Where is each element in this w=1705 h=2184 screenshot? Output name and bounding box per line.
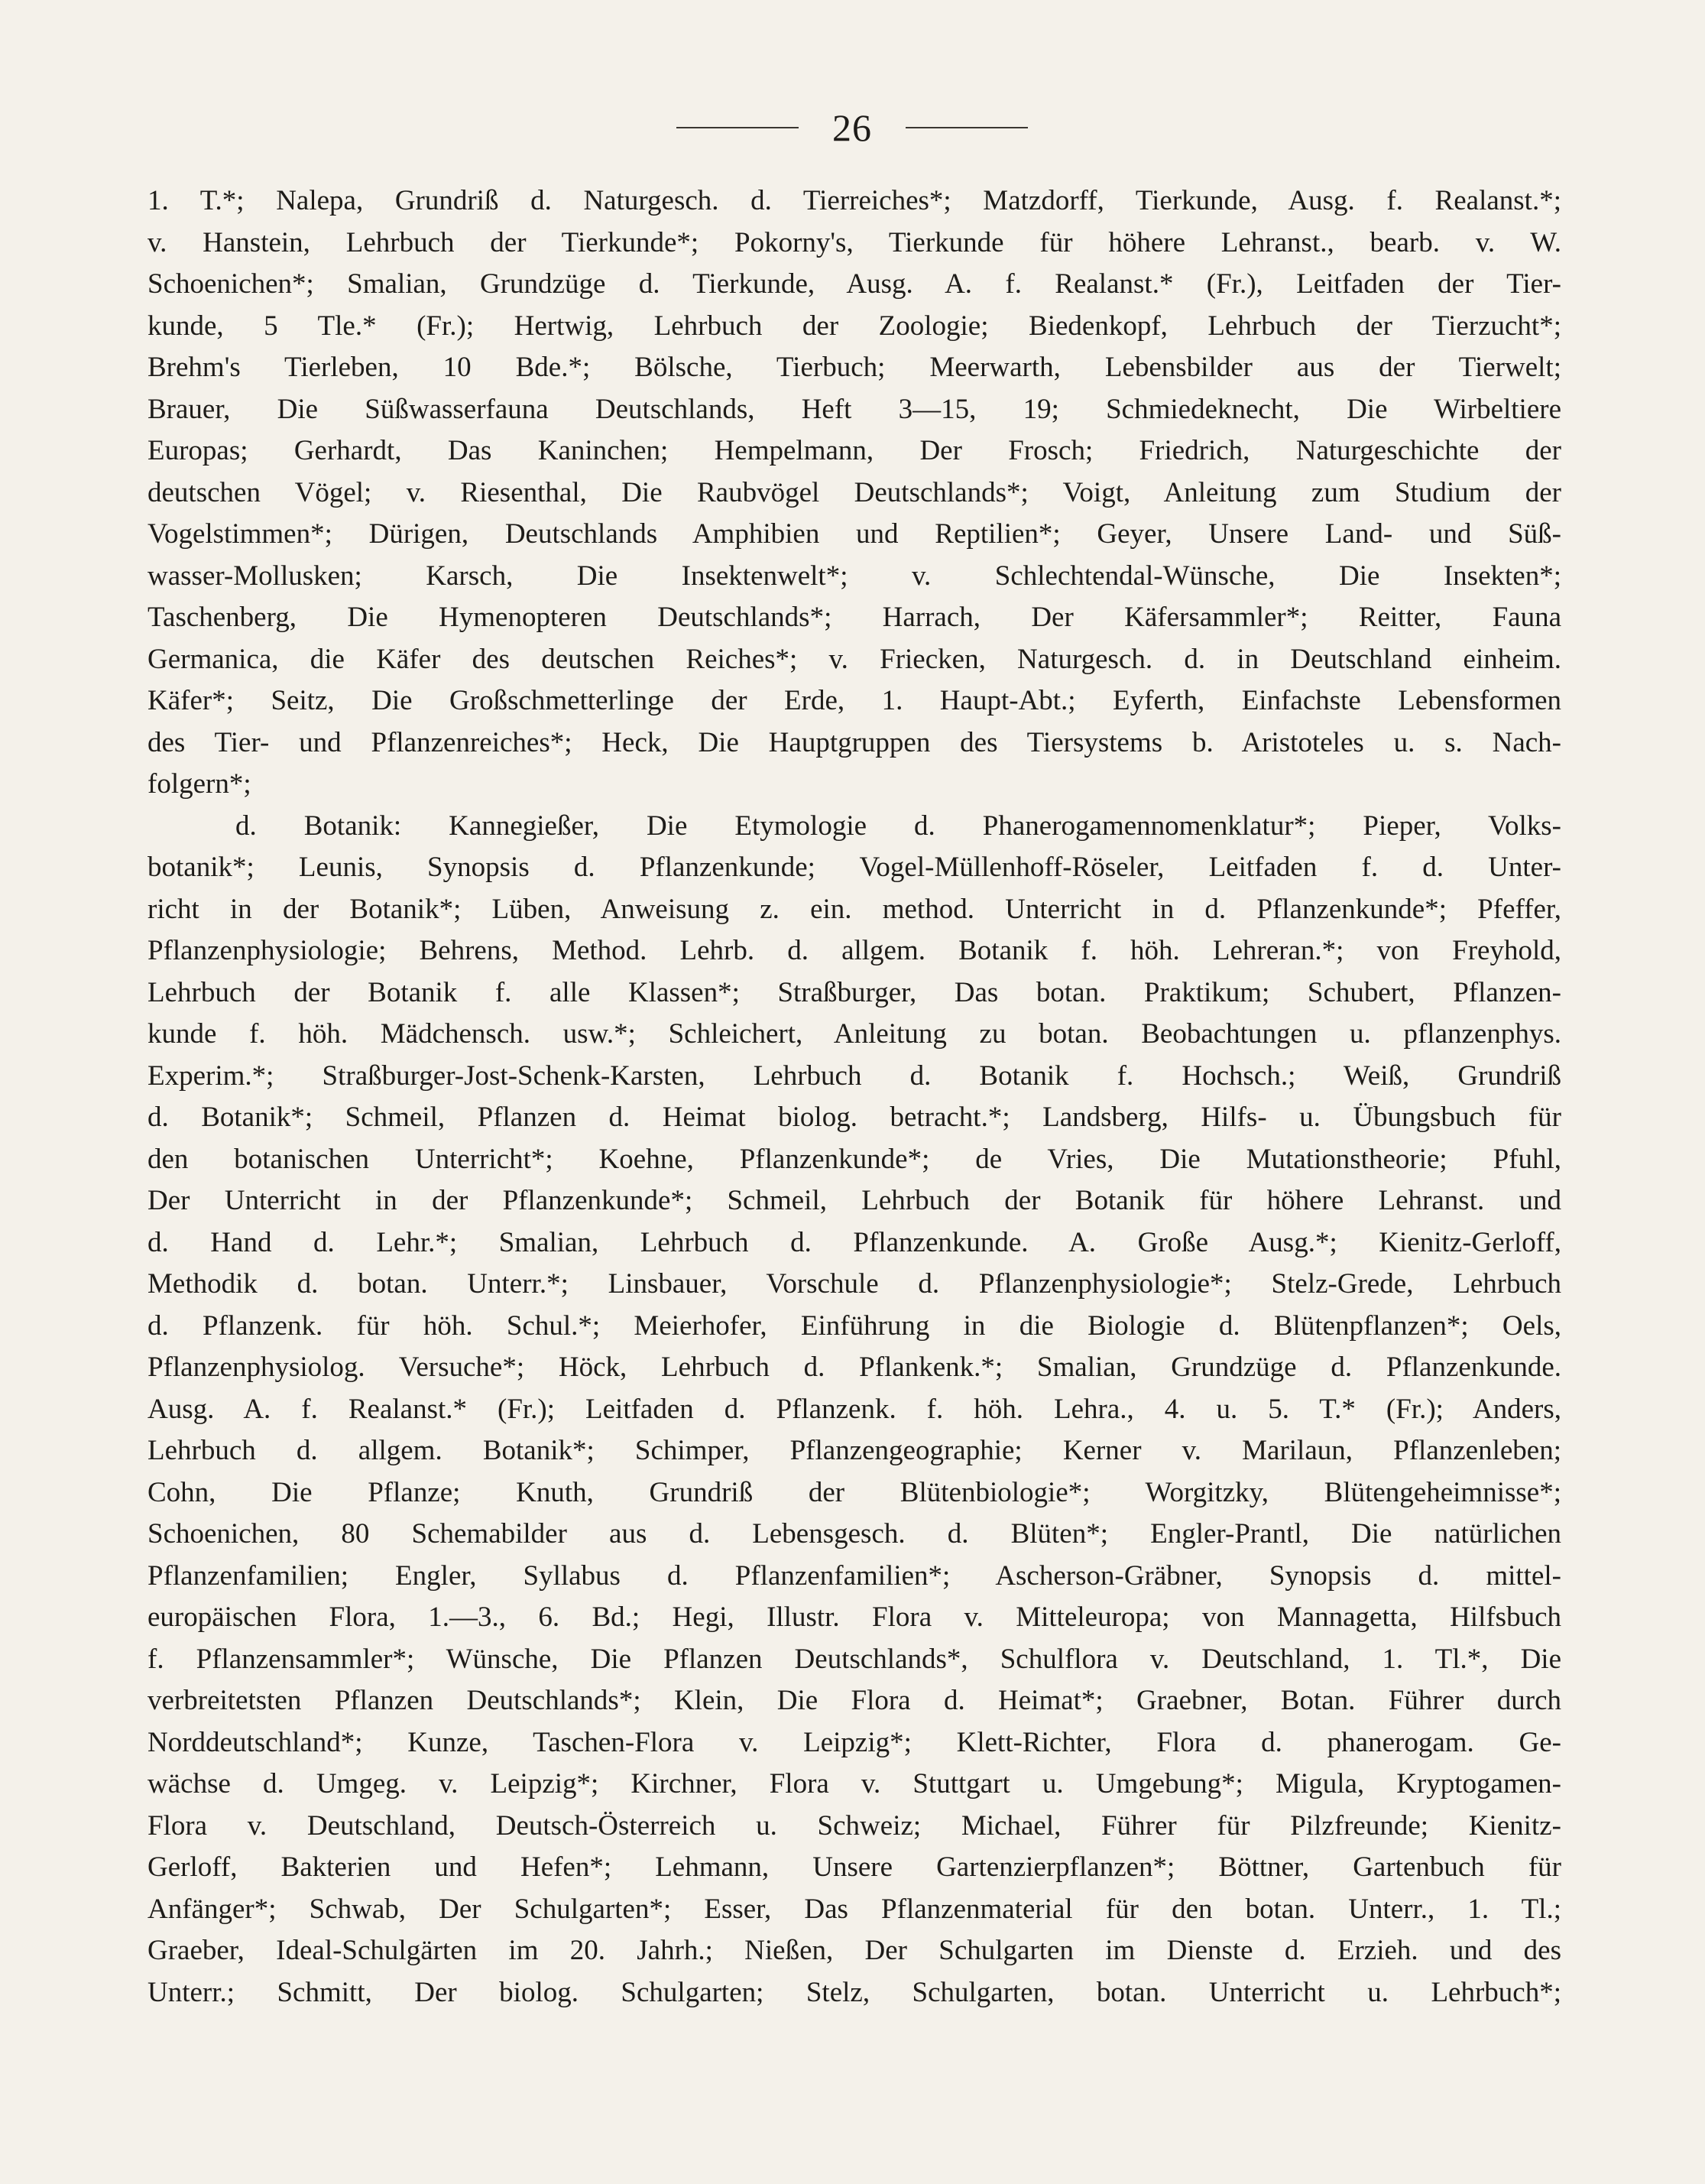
text-line: Pflanzenphysiolog. Versuche*; Höck, Lehrbuch d. Pflankenk.*; Smalian, Grundzüge d. Pflanzenkunde.	[147, 1352, 1561, 1383]
text-line: Schoenichen*; Smalian, Grundzüge d. Tierkunde, Ausg. A. f. Realanst.* (Fr.), Leitfaden der Tier-	[147, 268, 1561, 300]
text-line: 1. T.*; Nalepa, Grundriß d. Naturgesch. d. Tierreiches*; Matzdorff, Tierkunde, Ausg. f. Realanst.*;	[147, 185, 1561, 216]
text-line: kunde, 5 Tle.* (Fr.); Hertwig, Lehrbuch der Zoologie; Biedenkopf, Lehrbuch der Tierzucht*;	[147, 310, 1561, 342]
text-line: Germanica, die Käfer des deutschen Reiches*; v. Friecken, Naturgesch. d. in Deutschland einheim.	[147, 643, 1561, 675]
page-header	[665, 101, 1039, 154]
text-line: Graeber, Ideal-Schulgärten im 20. Jahrh.; Nießen, Der Schulgarten im Dienste d. Erzieh. und des	[147, 1935, 1561, 1966]
header-rule-right	[906, 127, 1028, 128]
text-line: Norddeutschland*; Kunze, Taschen-Flora v. Leipzig*; Klett-Richter, Flora d. phanerogam. Ge-	[147, 1726, 1561, 1758]
text-line: des Tier- und Pflanzenreiches*; Heck, Die Hauptgruppen des Tiersystems b. Aristoteles u. s. Nach-	[147, 726, 1561, 758]
text-line: Flora v. Deutschland, Deutsch-Österreich u. Schweiz; Michael, Führer für Pilzfreunde; Kienitz-	[147, 1809, 1561, 1842]
text-line: deutschen Vögel; v. Riesenthal, Die Raubvögel Deutschlands*; Voigt, Anleitung zum Studium der	[147, 476, 1561, 508]
text-line: verbreitetsten Pflanzen Deutschlands*; Klein, Die Flora d. Heimat*; Graebner, Botan. Führer durch	[147, 1685, 1561, 1716]
text-line: Lehrbuch d. allgem. Botanik*; Schimper, Pflanzengeographie; Kerner v. Marilaun, Pflanzenleben;	[147, 1435, 1561, 1466]
text-line: Cohn, Die Pflanze; Knuth, Grundriß der Blütenbiologie*; Worgitzky, Blütengeheimnisse*;	[147, 1476, 1561, 1508]
text-line: d. Botanik*; Schmeil, Pflanzen d. Heimat biolog. betracht.*; Landsberg, Hilfs- u. Übungsbuch für	[147, 1102, 1561, 1133]
text-line: wasser-Mollusken; Karsch, Die Insektenwelt*; v. Schlechtendal-Wünsche, Die Insekten*;	[147, 560, 1561, 592]
text-line: wächse d. Umgeg. v. Leipzig*; Kirchner, Flora v. Stuttgart u. Umgebung*; Migula, Kryptogamen-	[147, 1768, 1561, 1799]
text-line: folgern*;	[147, 768, 251, 800]
text-line: Gerloff, Bakterien und Hefen*; Lehmann, Unsere Gartenzierpflanzen*; Böttner, Gartenbuch für	[147, 1851, 1561, 1883]
text-line: Anfänger*; Schwab, Der Schulgarten*; Esser, Das Pflanzenmaterial für den botan. Unterr., 1. Tl.;	[147, 1893, 1561, 1925]
text-line: den botanischen Unterricht*; Koehne, Pflanzenkunde*; de Vries, Die Mutationstheorie; Pfuhl,	[147, 1143, 1561, 1175]
page-number: 26	[832, 106, 872, 149]
text-line: europäischen Flora, 1.—3., 6. Bd.; Hegi, Illustr. Flora v. Mitteleuropa; von Mannagetta, Hilfsbuch	[147, 1601, 1561, 1633]
text-line: d. Hand d. Lehr.*; Smalian, Lehrbuch d. Pflanzenkunde. A. Große Ausg.*; Kienitz-Gerloff,	[147, 1226, 1561, 1258]
text-line: Ausg. A. f. Realanst.* (Fr.); Leitfaden d. Pflanzenk. f. höh. Lehra., 4. u. 5. T.* (Fr.); Anders,	[147, 1393, 1561, 1425]
text-line: Der Unterricht in der Pflanzenkunde*; Schmeil, Lehrbuch der Botanik für höhere Lehranst. und	[147, 1185, 1561, 1216]
text-line: botanik*; Leunis, Synopsis d. Pflanzenkunde; Vogel-Müllenhoff-Röseler, Leitfaden f. d. Unter-	[147, 852, 1561, 883]
text-line: Pflanzenfamilien; Engler, Syllabus d. Pflanzenfamilien*; Ascherson-Gräbner, Synopsis d. mittel-	[147, 1559, 1561, 1592]
text-line: Brauer, Die Süßwasserfauna Deutschlands, Heft 3—15, 19; Schmiedeknecht, Die Wirbeltiere	[147, 393, 1561, 425]
text-line: Pflanzenphysiologie; Behrens, Method. Lehrb. d. allgem. Botanik f. höh. Lehreran.*; von Freyhold,	[147, 935, 1561, 966]
header-rule-left	[676, 127, 799, 128]
text-line: v. Hanstein, Lehrbuch der Tierkunde*; Pokorny's, Tierkunde für höhere Lehranst., bearb. v. W.	[147, 226, 1561, 258]
text-line: Methodik d. botan. Unterr.*; Linsbauer, Vorschule d. Pflanzenphysiologie*; Stelz-Grede, Lehrbuch	[147, 1268, 1561, 1300]
text-line: f. Pflanzensammler*; Wünsche, Die Pflanzen Deutschlands*, Schulflora v. Deutschland, 1. Tl.*, Die	[147, 1643, 1561, 1675]
text-line: Schoenichen, 80 Schemabilder aus d. Lebensgesch. d. Blüten*; Engler-Prantl, Die natürlichen	[147, 1518, 1561, 1550]
body-text	[147, 180, 1561, 2014]
text-line: Vogelstimmen*; Dürigen, Deutschlands Amphibien und Reptilien*; Geyer, Unsere Land- und Süß-	[147, 518, 1561, 550]
text-line: Lehrbuch der Botanik f. alle Klassen*; Straßburger, Das botan. Praktikum; Schubert, Pflanzen-	[147, 976, 1561, 1008]
text-line: d. Pflanzenk. für höh. Schul.*; Meierhofer, Einführung in die Biologie d. Blütenpflanzen*; Oels,	[147, 1309, 1561, 1342]
text-line: Taschenberg, Die Hymenopteren Deutschlands*; Harrach, Der Käfersammler*; Reitter, Fauna	[147, 602, 1561, 633]
text-line: kunde f. höh. Mädchensch. usw.*; Schleichert, Anleitung zu botan. Beobachtungen u. pflanzenphys.	[147, 1018, 1561, 1050]
text-line: d. Botanik: Kannegießer, Die Etymologie d. Phanerogamennomenklatur*; Pieper, Volks-	[235, 810, 1561, 842]
text-line: Europas; Gerhardt, Das Kaninchen; Hempelmann, Der Frosch; Friedrich, Naturgeschichte der	[147, 435, 1561, 466]
text-line: Käfer*; Seitz, Die Großschmetterlinge der Erde, 1. Haupt-Abt.; Eyferth, Einfachste Lebensformen	[147, 685, 1561, 716]
text-line: Brehm's Tierleben, 10 Bde.*; Bölsche, Tierbuch; Meerwarth, Lebensbilder aus der Tierwelt;	[147, 352, 1561, 383]
text-line: Unterr.; Schmitt, Der biolog. Schulgarten; Stelz, Schulgarten, botan. Unterricht u. Lehrbuch*;	[147, 1976, 1561, 2008]
text-line: Experim.*; Straßburger-Jost-Schenk-Karsten, Lehrbuch d. Botanik f. Hochsch.; Weiß, Grundriß	[147, 1060, 1561, 1092]
text-line: richt in der Botanik*; Lüben, Anweisung z. ein. method. Unterricht in d. Pflanzenkunde*; Pfeffer,	[147, 893, 1561, 925]
